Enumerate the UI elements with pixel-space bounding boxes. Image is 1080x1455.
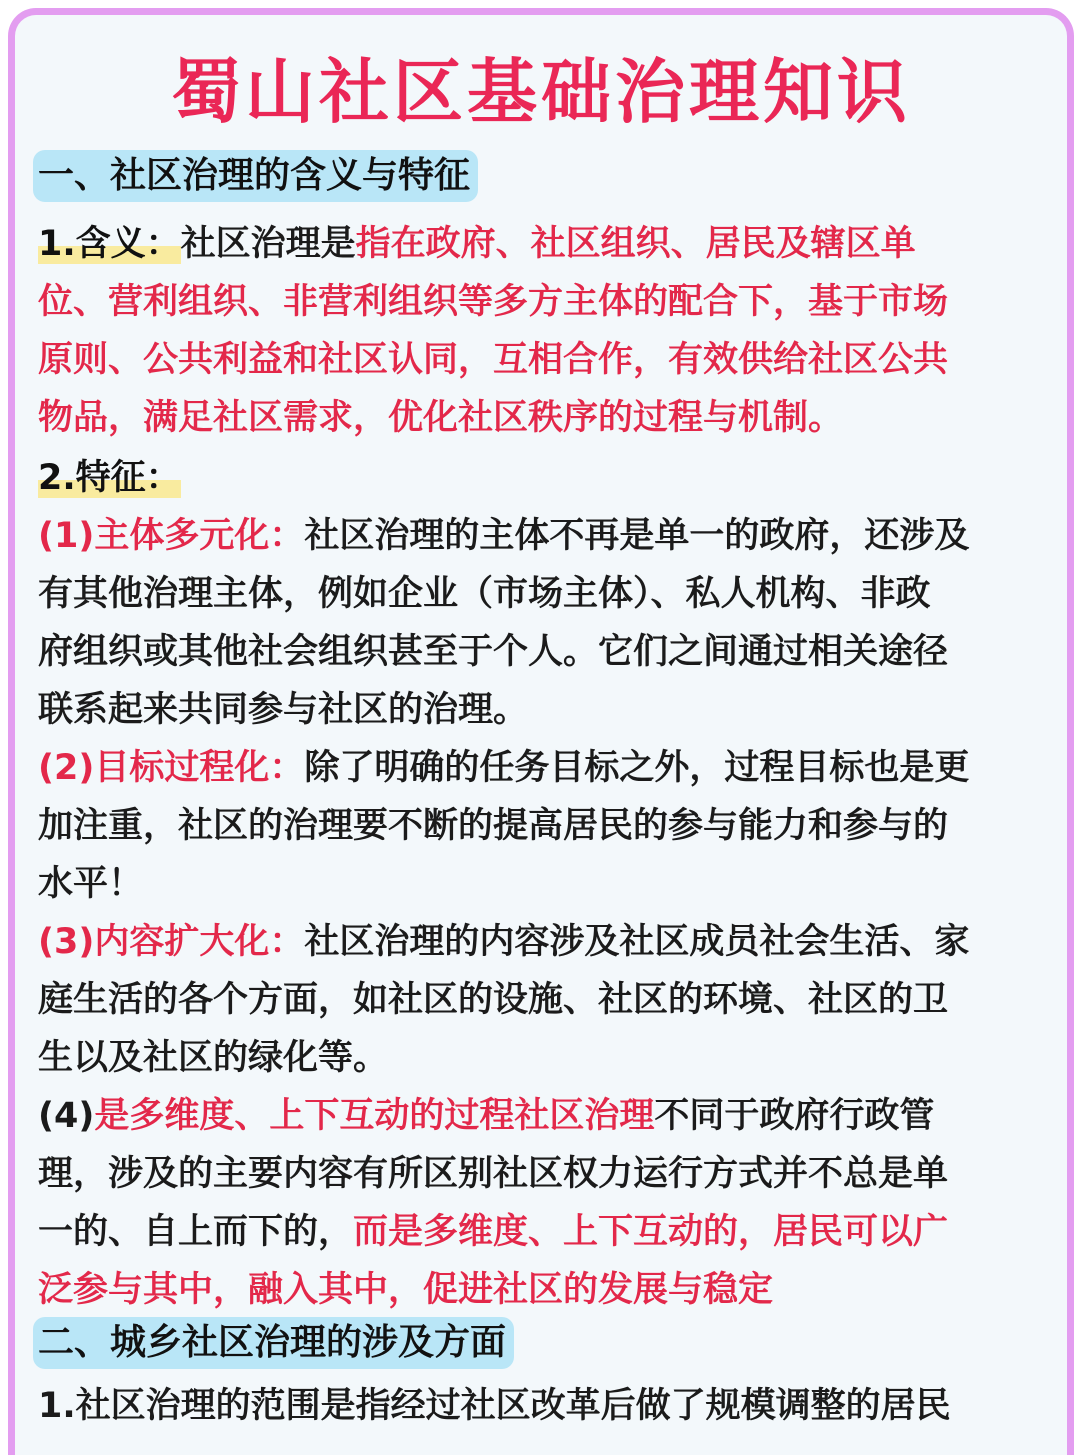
feature-2-line-3: 水平！ <box>38 864 144 904</box>
feature-3-paragraph <box>38 913 1063 1087</box>
features-label: 2.特征： <box>38 458 181 498</box>
feature-2-line-2: 加注重，社区的治理要不断的提高居民的参与能力和参与的 <box>38 806 949 846</box>
feature-3-line-2: 庭生活的各个方面，如社区的设施、社区的环境、社区的卫 <box>38 980 949 1020</box>
feature-3-line-1 <box>38 913 1063 971</box>
feature-1-line-1 <box>38 507 1063 565</box>
meaning-lead: 社区治理是 <box>180 224 356 264</box>
features-label-row <box>38 449 1063 507</box>
feature-4-black-1: 不同于政府行政管 <box>654 1096 935 1136</box>
section-2-paragraph <box>38 1377 1063 1435</box>
meaning-red-1: 指在政府、社区组织、居民及辖区单 <box>355 224 916 264</box>
page-title: 蜀山社区基础治理知识 <box>171 51 911 133</box>
feature-4-red-3: 而是多维度、上下互动的，居民可以广 <box>353 1212 949 1252</box>
feature-3-line-3: 生以及社区的绿化等。 <box>38 1038 389 1078</box>
section-heading-1: 一、社区治理的含义与特征 <box>33 150 478 202</box>
feature-3-label: (3)内容扩大化： <box>38 922 305 962</box>
feature-1-label: (1)主体多元化： <box>38 516 305 556</box>
feature-1-text-1: 社区治理的主体不再是单一的政府，还涉及 <box>304 516 970 556</box>
feature-1-line-4: 联系起来共同参与社区的治理。 <box>38 690 529 730</box>
feature-4-line-4: 泛参与其中，融入其中，促进社区的发展与稳定 <box>38 1270 774 1310</box>
section-2-line-1: 1.社区治理的范围是指经过社区改革后做了规模调整的居民 <box>38 1386 951 1426</box>
feature-1-paragraph <box>38 507 1063 739</box>
feature-1-line-2: 有其他治理主体，例如企业（市场主体）、私人机构、非政 <box>38 574 931 614</box>
meaning-line-4: 物品，满足社区需求，优化社区秩序的过程与机制。 <box>38 398 844 438</box>
meaning-line-3: 原则、公共利益和社区认同，互相合作，有效供给社区公共 <box>38 340 949 380</box>
feature-4-paragraph <box>38 1087 1063 1319</box>
feature-4-line-3 <box>38 1203 1063 1261</box>
features-label-line <box>38 449 1063 507</box>
feature-4-red-1: 是多维度、上下互动的过程社区治理 <box>94 1096 655 1136</box>
feature-4-num: (4) <box>38 1096 95 1136</box>
meaning-line-1 <box>38 215 1063 273</box>
feature-4-line-1 <box>38 1087 1063 1145</box>
meaning-line-2: 位、营利组织、非营利组织等多方主体的配合下，基于市场 <box>38 282 949 322</box>
feature-2-line-1 <box>38 739 1063 797</box>
feature-4-line-2: 理，涉及的主要内容有所区别社区权力运行方式并不总是单 <box>38 1154 949 1194</box>
feature-2-label: (2)目标过程化： <box>38 748 305 788</box>
feature-3-text-1: 社区治理的内容涉及社区成员社会生活、家 <box>304 922 970 962</box>
feature-2-text-1: 除了明确的任务目标之外，过程目标也是更 <box>304 748 970 788</box>
section-heading-2: 二、城乡社区治理的涉及方面 <box>33 1317 514 1369</box>
feature-1-line-3: 府组织或其他社会组织甚至于个人。它们之间通过相关途径 <box>38 632 949 672</box>
meaning-paragraph <box>38 215 1063 447</box>
feature-2-paragraph <box>38 739 1063 913</box>
page-frame <box>8 8 1074 1455</box>
meaning-label: 1.含义： <box>38 224 181 264</box>
feature-4-black-3: 一的、自上而下的， <box>38 1212 354 1252</box>
